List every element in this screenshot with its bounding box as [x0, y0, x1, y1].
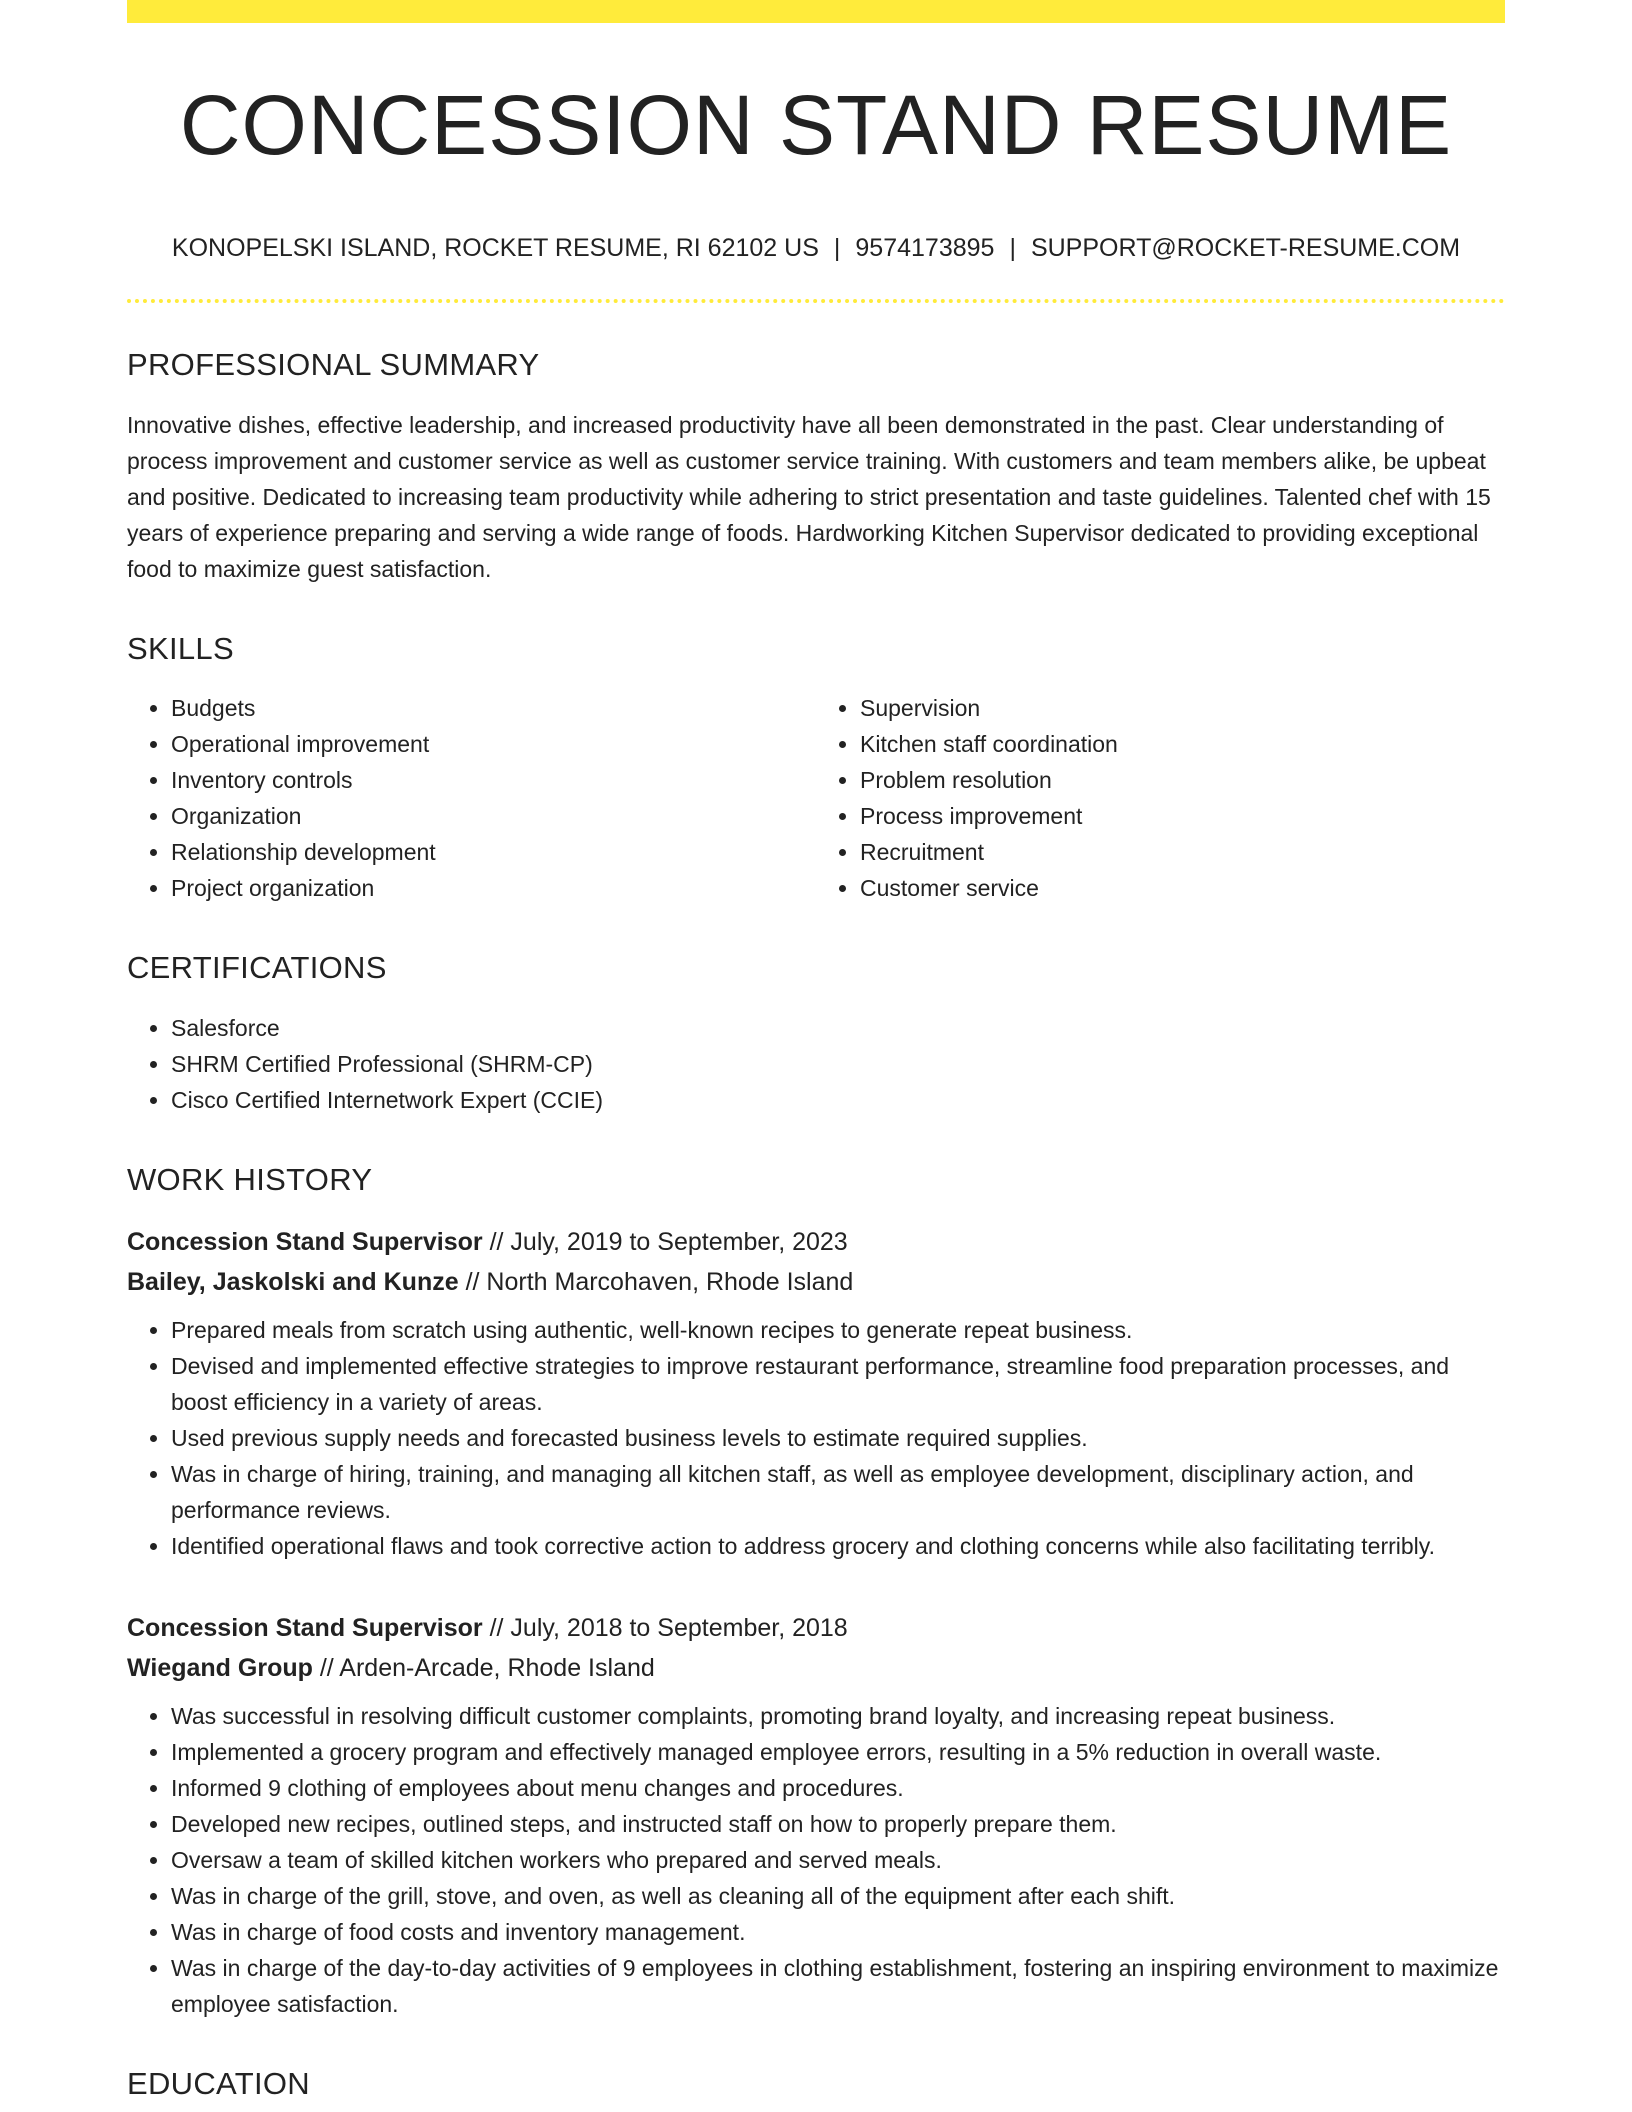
job-bullet: • Was in charge of food costs and inventory management.: [171, 1914, 1505, 1950]
job-bullet: • Devised and implemented effective strategies to improve restaurant performance, streamline food preparation processes, and boost efficiency in a variety of areas.: [171, 1348, 1505, 1420]
skill-item: • Inventory controls: [171, 762, 816, 798]
contact-separator: |: [1009, 234, 1016, 262]
job-bullet: • Developed new recipes, outlined steps, and instructed staff on how to properly prepare them.: [171, 1806, 1505, 1842]
work-history-heading: WORK HISTORY: [127, 1161, 373, 1197]
contact-email: SUPPORT@ROCKET-RESUME.COM: [1030, 234, 1461, 262]
resume-title: CONCESSION STAND RESUME: [179, 78, 1453, 172]
certification-item: • Cisco Certified Internetwork Expert (CCIE): [171, 1082, 1505, 1118]
job-entry: [127, 1608, 1505, 2022]
certification-item: • Salesforce: [171, 1010, 1505, 1046]
dotted-divider: [127, 299, 1505, 303]
job-bullet: • Informed 9 clothing of employees about menu changes and procedures.: [171, 1770, 1505, 1806]
skill-item: • Problem resolution: [860, 762, 1505, 798]
summary-text: Innovative dishes, effective leadership, and increased productivity have all been demonstrated in the past. Clear understanding of process improvement and customer service as well as customer service training. With customers and team members alike, be upbeat and positive. Dedicated to increasing team productivity while adhering to strict presentation and taste guidelines. Talented chef with 15 years of experience preparing and serving a wide range of foods. Hardworking Kitchen Supervisor dedicated to providing exceptional food to maximize guest satisfaction.: [127, 411, 1491, 582]
job-title-line: [127, 1608, 1505, 1648]
skill-item: • Project organization: [171, 870, 816, 906]
education-heading: EDUCATION: [127, 2065, 310, 2101]
job-location: // Arden-Arcade, Rhode Island: [319, 1653, 655, 1682]
skill-item: • Customer service: [860, 870, 1505, 906]
job-bullets: [127, 1312, 1505, 1564]
skill-item: • Process improvement: [860, 798, 1505, 834]
job-bullet: • Identified operational flaws and took corrective action to address grocery and clothing concerns while also facilitating terribly.: [171, 1528, 1505, 1564]
top-accent-bar: [127, 0, 1505, 23]
contact-phone: 9574173895: [855, 234, 995, 262]
skills-heading: SKILLS: [127, 630, 234, 666]
certification-item: • SHRM Certified Professional (SHRM-CP): [171, 1046, 1505, 1082]
skill-item: • Supervision: [860, 690, 1505, 726]
summary-heading: PROFESSIONAL SUMMARY: [127, 347, 540, 382]
contact-separator: |: [833, 234, 841, 262]
skill-item: • Recruitment: [860, 834, 1505, 870]
job-company: Wiegand Group: [127, 1653, 313, 1682]
contact-address: KONOPELSKI ISLAND, ROCKET RESUME, RI 62102 US: [171, 234, 819, 262]
skill-item: • Relationship development: [171, 834, 816, 870]
certifications-heading: CERTIFICATIONS: [127, 950, 387, 986]
job-bullet: • Prepared meals from scratch using authentic, well-known recipes to generate repeat business.: [171, 1312, 1505, 1348]
job-entry: [127, 1222, 1505, 1564]
job-company-line: [127, 1262, 1505, 1302]
contact-line: [127, 233, 1505, 263]
job-bullet: • Implemented a grocery program and effectively managed employee errors, resulting in a 5% reduction in overall waste.: [171, 1734, 1505, 1770]
skill-item: • Budgets: [171, 690, 816, 726]
skills-column-right: [816, 690, 1505, 906]
job-bullet: • Oversaw a team of skilled kitchen workers who prepared and served meals.: [171, 1842, 1505, 1878]
skill-item: • Kitchen staff coordination: [860, 726, 1505, 762]
job-location: // North Marcohaven, Rhode Island: [465, 1267, 854, 1296]
skill-item: • Organization: [171, 798, 816, 834]
job-company-line: [127, 1648, 1505, 1688]
skill-item: • Operational improvement: [171, 726, 816, 762]
certifications-list: [127, 1010, 1505, 1118]
skills-column-left: [127, 690, 816, 906]
job-company: Bailey, Jaskolski and Kunze: [127, 1267, 459, 1296]
job-dates: // July, 2018 to September, 2018: [489, 1613, 848, 1642]
job-title-line: [127, 1222, 1505, 1262]
job-bullets: [127, 1698, 1505, 2022]
job-bullet: • Was in charge of the day-to-day activities of 9 employees in clothing establishment, fostering an inspiring environment to maximize employee satisfaction.: [171, 1950, 1505, 2022]
skills-list: [127, 690, 1505, 906]
job-bullet: • Was successful in resolving difficult customer complaints, promoting brand loyalty, and increasing repeat business.: [171, 1698, 1505, 1734]
job-dates: // July, 2019 to September, 2023: [489, 1227, 848, 1256]
job-title: Concession Stand Supervisor: [127, 1227, 483, 1256]
job-bullet: • Used previous supply needs and forecasted business levels to estimate required supplies.: [171, 1420, 1505, 1456]
job-bullet: • Was in charge of the grill, stove, and oven, as well as cleaning all of the equipment after each shift.: [171, 1878, 1505, 1914]
job-title: Concession Stand Supervisor: [127, 1613, 483, 1642]
job-bullet: • Was in charge of hiring, training, and managing all kitchen staff, as well as employee development, disciplinary action, and performance reviews.: [171, 1456, 1505, 1528]
